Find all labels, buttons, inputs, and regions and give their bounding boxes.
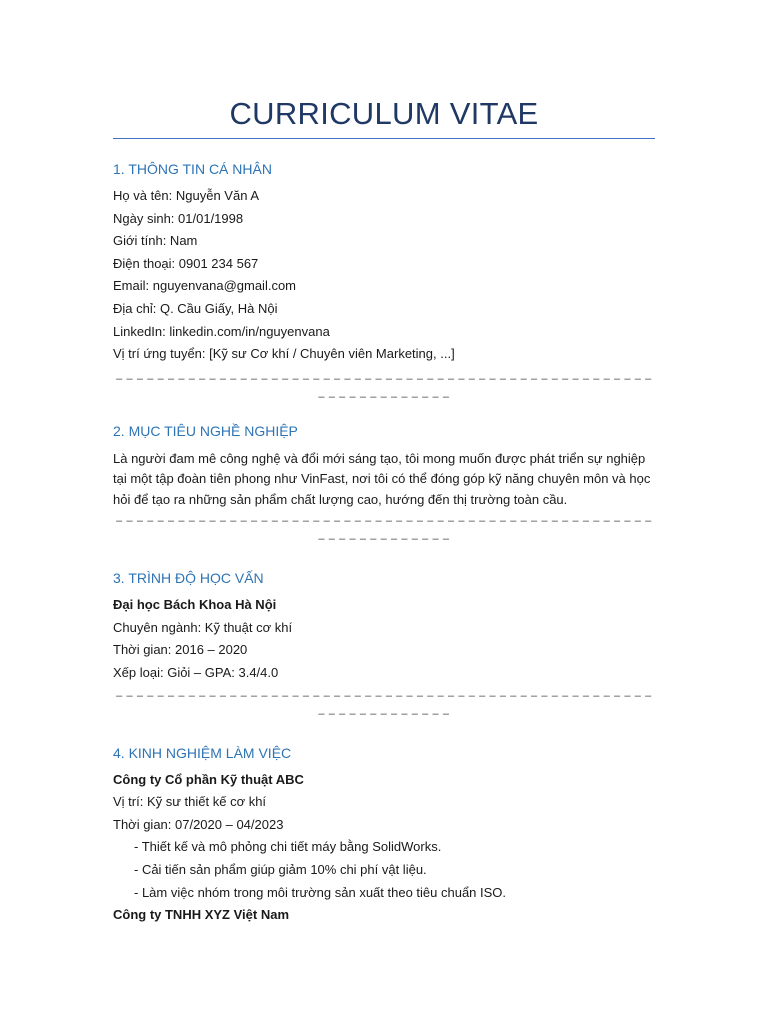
section-separator: – – – – – – – – – – – – – – – – – – – – – – – – – – – – – – – – – – – – – – – – – – – – – – – – – – – – – – – – – – – – – – – – –: [116, 372, 652, 403]
study-period-line: Thời gian: 2016 – 2020: [113, 642, 248, 658]
applied-position-line: Vị trí ứng tuyển: [Kỹ sư Cơ khí / Chuyên viên Marketing, ...]: [113, 346, 455, 362]
birth-date-line: Ngày sinh: 01/01/1998: [113, 210, 244, 226]
email-line: Email: nguyenvana@gmail.com: [113, 278, 297, 294]
job-position-line: Vị trí: Kỹ sư thiết kế cơ khí: [113, 794, 267, 810]
personal-info-block: [113, 185, 655, 366]
document-title: CURRICULUM VITAE: [229, 96, 539, 131]
job-duty-item: - Cải tiến sản phẩm giúp giảm 10% chi phí vật liệu.: [134, 862, 427, 877]
section-heading-work-experience: 4. KINH NGHIỆM LÀM VIỆC: [113, 744, 292, 761]
job-duty-item: - Thiết kế và mô phỏng chi tiết máy bằng SolidWorks.: [134, 839, 442, 855]
company-name: Công ty TNHH XYZ Việt Nam: [113, 907, 290, 923]
work-experience-block: [113, 769, 655, 927]
gender-line: Giới tính: Nam: [113, 233, 198, 249]
full-name-line: Họ và tên: Nguyễn Văn A: [113, 188, 259, 203]
school-name: Đại học Bách Khoa Hà Nội: [113, 597, 277, 613]
company-name: Công ty Cổ phần Kỹ thuật ABC: [113, 771, 304, 787]
career-objective-text: Là người đam mê công nghệ và đổi mới sáng tạo, tôi mong muốn được phát triển sự nghiệp tại một tập đoàn tiên phong như VinFast, nơi tôi có thể đóng góp kỹ năng chuyên môn và học hỏi để tạo ra những sản phẩm chất lượng cao, hướng đến thị trường toàn cầu.: [113, 450, 651, 507]
grade-line: Xếp loại: Giỏi – GPA: 3.4/4.0: [113, 665, 279, 681]
section-separator: – – – – – – – – – – – – – – – – – – – – – – – – – – – – – – – – – – – – – – – – – – – – – – – – – – – – – – – – – – – – – – – – –: [116, 515, 652, 546]
linkedin-line: LinkedIn: linkedin.com/in/nguyenvana: [113, 323, 330, 339]
section-heading-education: 3. TRÌNH ĐỘ HỌC VẤN: [113, 570, 264, 587]
education-block: [113, 594, 655, 684]
job-period-line: Thời gian: 07/2020 – 04/2023: [113, 816, 284, 832]
address-line: Địa chỉ: Q. Cầu Giấy, Hà Nội: [113, 300, 278, 316]
job-duty-item: - Làm việc nhóm trong môi trường sản xuất theo tiêu chuẩn ISO.: [134, 884, 507, 900]
section-separator: – – – – – – – – – – – – – – – – – – – – – – – – – – – – – – – – – – – – – – – – – – – – – – – – – – – – – – – – – – – – – – – – –: [116, 689, 652, 720]
section-heading-career-objective: 2. MỤC TIÊU NGHỀ NGHIỆP: [113, 422, 298, 439]
major-line: Chuyên ngành: Kỹ thuật cơ khí: [113, 619, 293, 635]
title-underline: [113, 138, 655, 139]
phone-line: Điện thoại: 0901 234 567: [113, 255, 259, 271]
section-heading-personal-info: 1. THÔNG TIN CÁ NHÂN: [113, 161, 272, 177]
